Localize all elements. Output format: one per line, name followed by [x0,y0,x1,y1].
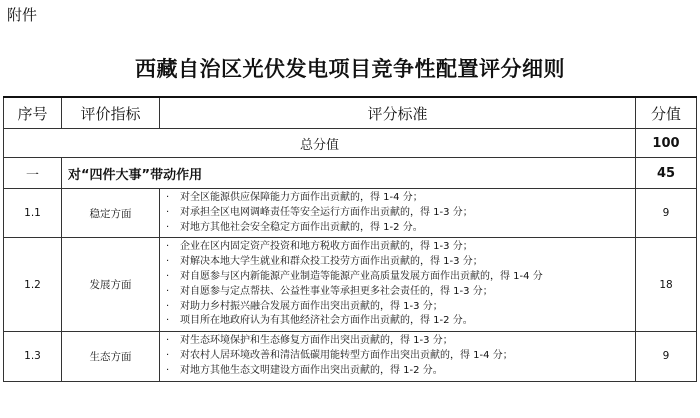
criteria-text: 对自愿参与定点帮扶、公益性事业等承担更多社会责任的，得 1-3 分； [180,285,493,297]
criteria-item [166,349,629,364]
row-indicator: 稳定方面 [62,189,160,238]
criteria-text: 对承担全区电网调峰责任等安全运行方面作出贡献的，得 1-3 分； [180,206,473,218]
bullet-icon: · [166,221,170,233]
bullet-icon: · [166,364,170,376]
criteria-item [166,221,629,236]
criteria-text: 项目所在地政府认为有其他经济社会方面作出贡献的，得 1-2 分。 [180,315,473,327]
criteria-text: 对地方其他社会安全稳定方面作出贡献的，得 1-2 分。 [180,221,423,233]
total-value: 100 [636,129,697,158]
criteria-item [166,240,629,255]
criteria-text: 对地方其他生态文明建设方面作出突出贡献的，得 1-2 分。 [180,364,443,376]
criteria-item [166,270,629,285]
criteria-text: 对全区能源供应保障能力方面作出贡献的，得 1-4 分； [180,192,423,203]
category-value: 45 [636,158,697,189]
category-index: 一 [4,158,62,189]
criteria-text: 企业在区内固定资产投资和地方税收方面作出贡献的，得 1-3 分； [180,241,473,253]
bullet-icon: · [166,285,170,297]
criteria-text: 对生态环境保护和生态修复方面作出突出贡献的，得 1-3 分； [180,335,453,347]
criteria-text: 对农村人居环境改善和清洁低碳用能转型方面作出突出贡献的，得 1-4 分； [180,349,513,361]
header-index: 序号 [4,97,62,129]
row-criteria [160,332,636,381]
row-score: 18 [636,238,697,332]
total-label: 总分值 [4,129,636,158]
total-row [4,129,697,158]
row-indicator: 发展方面 [62,238,160,332]
bullet-icon: · [166,206,170,218]
bullet-icon: · [166,335,170,347]
row-score: 9 [636,189,697,238]
bullet-icon: · [166,315,170,327]
row-criteria [160,238,636,332]
criteria-item [166,206,629,221]
row-criteria [160,189,636,238]
header-indicator: 评价指标 [62,97,160,129]
bullet-icon: · [166,300,170,312]
document-title: 西藏自治区光伏发电项目竞争性配置评分细则 [135,57,565,81]
category-row [4,158,697,189]
header-score: 分值 [636,97,697,129]
row-index: 1.1 [4,189,62,238]
criteria-item [166,191,629,206]
criteria-text: 对自愿参与区内新能源产业制造等能源产业高质量发展方面作出贡献的，得 1-4 分 [180,270,543,282]
bullet-icon: · [166,270,170,282]
table-row [4,332,697,381]
criteria-text: 对解决本地大学生就业和群众投工投劳方面作出贡献的，得 1-3 分； [180,256,483,268]
bullet-icon: · [166,349,170,361]
row-index: 1.2 [4,238,62,332]
criteria-text: 对助力乡村振兴融合发展方面作出突出贡献的，得 1-3 分； [180,300,443,312]
row-score: 9 [636,332,697,381]
table-row [4,238,697,332]
table-row [4,189,697,238]
category-label: 对“四件大事”带动作用 [62,158,636,189]
header-criteria: 评分标准 [160,97,636,129]
bullet-icon: · [166,256,170,268]
row-indicator: 生态方面 [62,332,160,381]
criteria-item [166,314,629,329]
table-header-row [4,97,697,129]
criteria-item [166,364,629,379]
bullet-icon: · [166,241,170,253]
criteria-item [166,300,629,315]
criteria-item [166,255,629,270]
criteria-item [166,285,629,300]
row-index: 1.3 [4,332,62,381]
scoring-table [3,96,697,382]
attachment-label: 附件 [7,6,38,24]
criteria-item [166,334,629,349]
bullet-icon: · [166,192,170,203]
